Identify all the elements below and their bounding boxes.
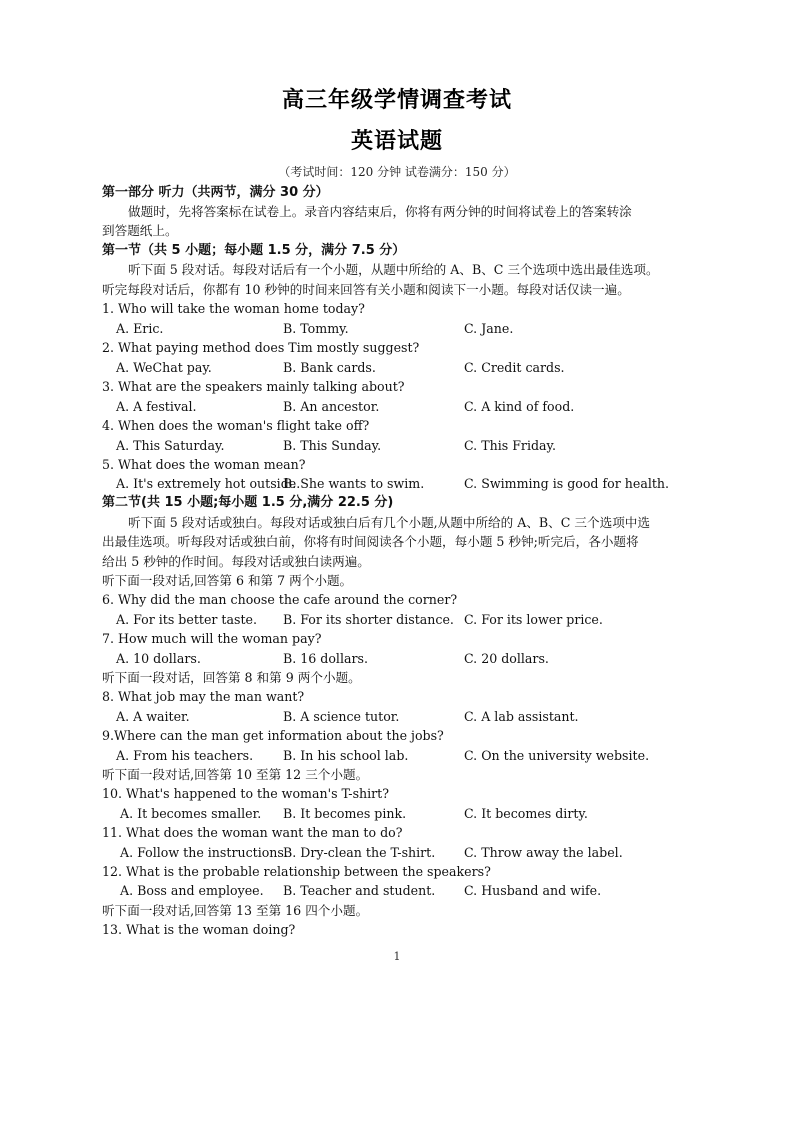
question: 10. What's happened to the woman's T-shirt? (102, 786, 389, 801)
section2-instructions-line: 听下面 5 段对话或独白。每段对话或独白后有几个小题,从题中所给的 A、B、C 三个选项中选 (128, 515, 650, 530)
option-c: C. Throw away the label. (464, 845, 623, 860)
question: 8. What job may the man want? (102, 689, 305, 704)
option-b: B. Tommy. (283, 321, 349, 336)
exam-subtitle: 英语试题 (350, 129, 443, 154)
option-b: B. An ancestor. (283, 399, 380, 414)
question: 11. What does the woman want the man to do? (102, 825, 403, 840)
exam-title: 高三年级学情调查考试 (281, 88, 512, 113)
options-row (102, 474, 702, 493)
options-row (102, 358, 702, 377)
options-row (102, 843, 702, 862)
question: 7. How much will the woman pay? (102, 631, 322, 646)
option-b: B. Bank cards. (283, 360, 376, 375)
group-instruction: 听下面一段对话,回答第 10 至第 12 三个小题。 (102, 767, 369, 782)
option-b: B. Teacher and student. (283, 883, 436, 898)
option-a: A. A waiter. (116, 709, 190, 724)
option-b: B. In his school lab. (283, 748, 409, 763)
option-a: A. A festival. (116, 399, 197, 414)
section1-heading: 第一节（共 5 小题；每小题 1.5 分，满分 7.5 分） (102, 243, 406, 258)
question: 3. What are the speakers mainly talking about? (102, 379, 405, 394)
section2-instructions-line: 给出 5 秒钟的作时间。每段对话或独白读两遍。 (102, 554, 370, 569)
option-c: C. A kind of food. (464, 399, 575, 414)
option-c: C. On the university website. (464, 748, 650, 763)
option-c: C. A lab assistant. (464, 709, 579, 724)
option-b: B. She wants to swim. (283, 476, 425, 491)
option-c: C. Husband and wife. (464, 883, 602, 898)
section1-instructions-line: 听完每段对话后，你都有 10 秒钟的时间来回答有关小题和阅读下一小题。每段对话仅读一遍。 (102, 282, 630, 297)
options-row (102, 319, 702, 338)
option-a: A. It's extremely hot outside. (116, 476, 301, 491)
option-a: A. Eric. (116, 321, 164, 336)
part1-heading: 第一部分 听力（共两节，满分 30 分） (102, 185, 329, 200)
question: 5. What does the woman mean? (102, 457, 306, 472)
options-row (102, 707, 702, 726)
options-row (102, 610, 702, 629)
option-a: A. Follow the instructions. (120, 845, 288, 860)
page-number: 1 (393, 950, 401, 963)
option-c: C. Credit cards. (464, 360, 565, 375)
option-a: A. 10 dollars. (116, 651, 201, 666)
question: 13. What is the woman doing? (102, 922, 296, 937)
option-b: B. It becomes pink. (283, 806, 407, 821)
options-row (102, 649, 702, 668)
group-instruction: 听下面一段对话,回答第 6 和第 7 两个小题。 (102, 573, 353, 588)
section1-instructions-line: 听下面 5 段对话。每段对话后有一个小题，从题中所给的 A、B、C 三个选项中选出最佳选项。 (128, 262, 659, 277)
option-b: B. For its shorter distance. (283, 612, 454, 627)
part1-instructions-line: 到答题纸上。 (102, 223, 178, 238)
options-row (102, 397, 702, 416)
option-c: C. This Friday. (464, 438, 556, 453)
options-row (102, 436, 702, 455)
group-instruction: 听下面一段对话,回答第 13 至第 16 四个小题。 (102, 903, 369, 918)
section2-heading: 第二节(共 15 小题;每小题 1.5 分,满分 22.5 分) (102, 495, 394, 510)
option-a: A. This Saturday. (116, 438, 225, 453)
option-c: C. 20 dollars. (464, 651, 549, 666)
option-b: B. This Sunday. (283, 438, 382, 453)
part1-instructions-line: 做题时，先将答案标在试卷上。录音内容结束后，你将有两分钟的时间将试卷上的答案转涂 (128, 204, 632, 219)
question: 1. Who will take the woman home today? (102, 301, 365, 316)
option-c: C. Swimming is good for health. (464, 476, 670, 491)
question: 6. Why did the man choose the cafe around the corner? (102, 592, 458, 607)
option-c: C. For its lower price. (464, 612, 603, 627)
question: 2. What paying method does Tim mostly suggest? (102, 340, 420, 355)
exam-meta: （考试时间：120 分钟 试卷满分：150 分） (278, 165, 516, 179)
option-b: B. Dry-clean the T-shirt. (283, 845, 436, 860)
question: 9.Where can the man get information about the jobs? (102, 728, 444, 743)
option-a: A. WeChat pay. (116, 360, 212, 375)
option-a: A. Boss and employee. (120, 883, 264, 898)
option-b: B. A science tutor. (283, 709, 400, 724)
option-c: C. It becomes dirty. (464, 806, 588, 821)
options-row (102, 746, 702, 765)
group-instruction: 听下面一段对话，回答第 8 和第 9 两个小题。 (102, 670, 361, 685)
question: 4. When does the woman's flight take off? (102, 418, 370, 433)
option-a: A. It becomes smaller. (120, 806, 262, 821)
option-b: B. 16 dollars. (283, 651, 368, 666)
section2-instructions-line: 出最佳选项。听每段对话或独白前，你将有时间阅读各个小题，每小题 5 秒钟;听完后，各小题将 (102, 534, 639, 549)
question: 12. What is the probable relationship between the speakers? (102, 864, 491, 879)
options-row (102, 881, 702, 900)
options-row (102, 804, 702, 823)
option-a: A. From his teachers. (116, 748, 254, 763)
option-c: C. Jane. (464, 321, 514, 336)
option-a: A. For its better taste. (116, 612, 257, 627)
